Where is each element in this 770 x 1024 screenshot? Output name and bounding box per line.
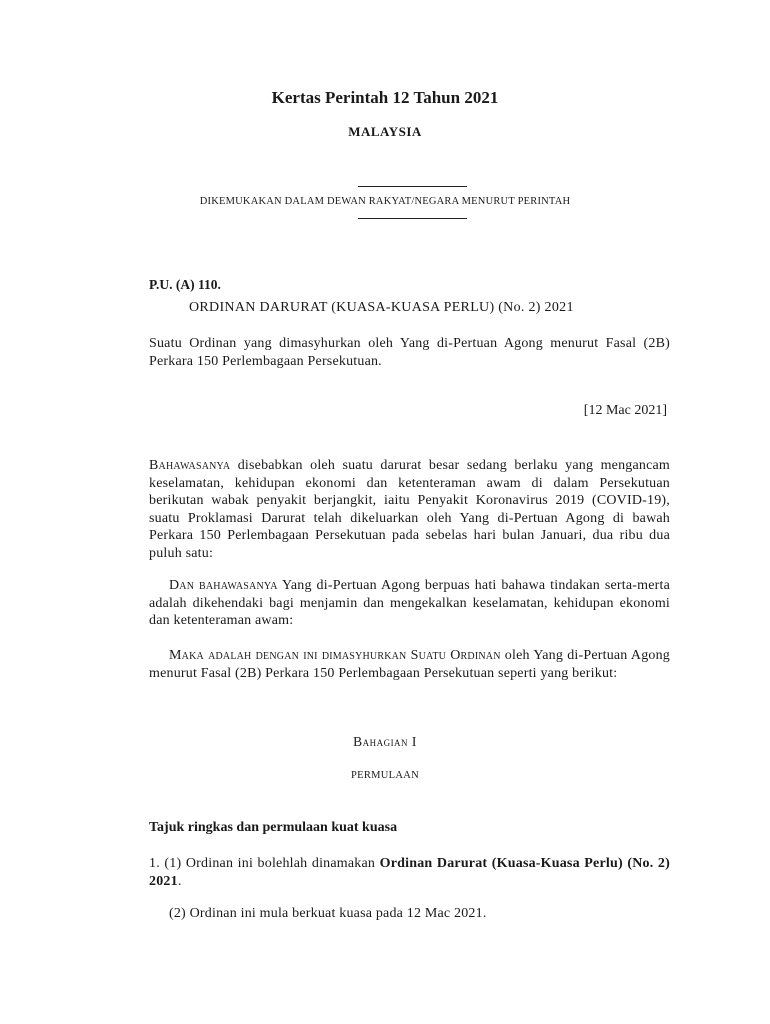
s1-prefix: 1. (1) Ordinan ini bolehlah dinamakan <box>149 856 380 871</box>
preamble-paragraph-3 <box>149 647 670 682</box>
country-name: MALAYSIA <box>348 124 422 139</box>
preamble-lead-2: Dan bahawasanya <box>169 578 278 593</box>
section-1-subsection-2: (2) Ordinan ini mula berkuat kuasa pada 12 Mac 2021. <box>169 906 487 921</box>
section-1-subsection-1 <box>149 855 670 890</box>
preamble-lead-1: Bahawasanya <box>149 458 231 473</box>
preamble-paragraph-2 <box>149 577 670 630</box>
ordinance-date: [12 Mac 2021] <box>583 403 667 418</box>
bottom-rule <box>358 218 467 219</box>
s1-suffix: . <box>177 873 182 889</box>
preamble-text-1: disebabkan oleh suatu darurat besar sedang berlaku yang mengancam keselamatan, kehidupan ekonomi dan ketenteraman awam di dalam Persekutuan berikutan wabak penyakit berjangkit, iaitu Penyakit Koronavirus 2019 (COVID-19), suatu Proklamasi Darurat telah dikeluarkan oleh Yang di-Pertuan Agong di bawah Perkara 150 Perlembagaan Persekutuan pada sebelas hari bulan Januari, dua ribu dua puluh satu: <box>149 458 670 561</box>
top-rule <box>358 186 467 187</box>
pu-number: P.U. (A) 110. <box>149 277 221 292</box>
document-title: Kertas Perintah 12 Tahun 2021 <box>271 88 499 107</box>
ordinance-title: ORDINAN DARURAT (KUASA-KUASA PERLU) (No. 2) 2021 <box>189 300 574 315</box>
part-label: Bahagian I <box>353 734 417 749</box>
presented-statement: DIKEMUKAKAN DALAM DEWAN RAKYAT/NEGARA MENURUT PERINTAH <box>199 196 571 207</box>
preamble-text-2: Yang di-Pertuan Agong berpuas hati bahawa tindakan serta-merta adalah dikehendaki bagi menjamin dan mengekalkan keselamatan, kehidupan ekonomi dan ketenteraman awam: <box>149 578 670 628</box>
part-name: PERMULAAN <box>350 770 420 781</box>
s1-short-title: Ordinan Darurat (Kuasa-Kuasa Perlu) (No. 2) 2021 <box>149 856 670 889</box>
section-heading: Tajuk ringkas dan permulaan kuat kuasa <box>149 820 398 835</box>
preamble-text-3: oleh Yang di-Pertuan Agong menurut Fasal (2B) Perkara 150 Perlembagaan Persekutuan seperti yang berikut: <box>149 648 670 681</box>
ordinance-description: Suatu Ordinan yang dimasyhurkan oleh Yang di-Pertuan Agong menurut Fasal (2B) Perkara 150 Perlembagaan Persekutuan. <box>149 336 670 369</box>
preamble-paragraph-1 <box>149 457 670 562</box>
preamble-lead-3: Maka adalah dengan ini dimasyhurkan Suatu Ordinan <box>169 648 501 663</box>
